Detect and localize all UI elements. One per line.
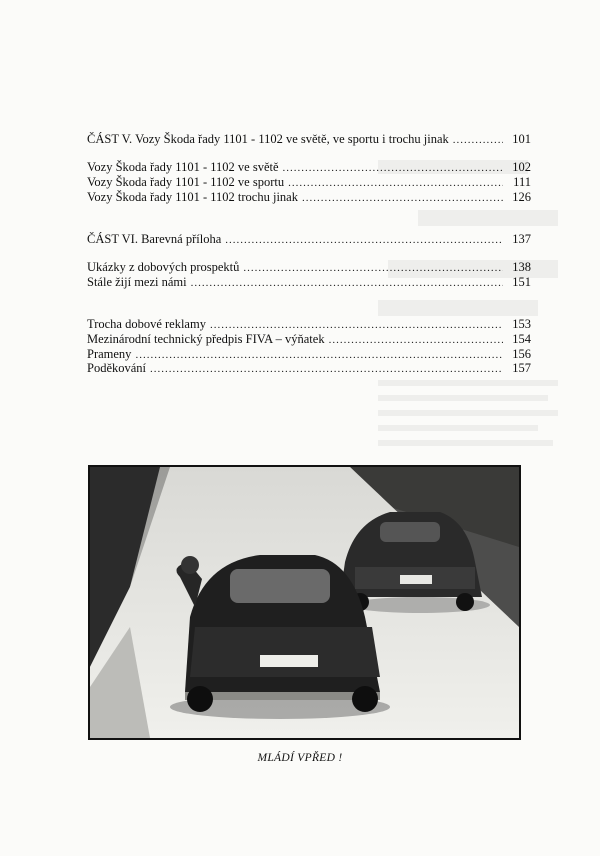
toc-entry-page: 156 bbox=[512, 347, 531, 361]
toc-entry bbox=[87, 175, 531, 191]
toc-entry-label: Poděkování bbox=[87, 361, 147, 375]
toc-entry bbox=[87, 361, 531, 377]
toc-entry-label: Trocha dobové reklamy bbox=[87, 317, 206, 331]
toc-part-5-label: ČÁST V. Vozy Škoda řady 1101 - 1102 ve světě, ve sportu i trochu jinak bbox=[87, 132, 449, 146]
toc-entry-page: 154 bbox=[512, 332, 531, 346]
toc-entry-page: 153 bbox=[512, 317, 531, 331]
toc-entry bbox=[87, 317, 531, 333]
toc-entry-label: Prameny bbox=[87, 347, 132, 361]
toc-leader bbox=[453, 134, 503, 146]
toc-entry-label: Ukázky z dobových prospektů bbox=[87, 260, 240, 274]
toc-entry bbox=[87, 275, 531, 291]
toc-part-6 bbox=[87, 232, 531, 248]
toc-entry-label: Vozy Škoda řady 1101 - 1102 ve sportu bbox=[87, 175, 285, 189]
toc-leader bbox=[150, 363, 503, 375]
photo-caption: MLÁDÍ VPŘED ! bbox=[257, 752, 343, 764]
toc-entry-label: Mezinárodní technický předpis FIVA – výňatek bbox=[87, 332, 325, 346]
toc-entry-page: 111 bbox=[513, 175, 531, 189]
toc-entry-label: Vozy Škoda řady 1101 - 1102 trochu jinak bbox=[87, 190, 298, 204]
toc-part-6-page: 137 bbox=[512, 232, 531, 246]
photograph bbox=[88, 465, 521, 740]
toc-leader bbox=[288, 177, 503, 189]
toc-entry bbox=[87, 190, 531, 206]
toc-entry-page: 157 bbox=[512, 361, 531, 375]
toc-leader bbox=[283, 162, 503, 174]
toc-entry bbox=[87, 260, 531, 276]
toc-entry-page: 102 bbox=[512, 160, 531, 174]
toc-entry-label: Vozy Škoda řady 1101 - 1102 ve světě bbox=[87, 160, 279, 174]
toc-leader bbox=[191, 277, 503, 289]
photo-two-cars-on-road-icon bbox=[90, 467, 519, 738]
toc-part-6-label: ČÁST VI. Barevná příloha bbox=[87, 232, 222, 246]
toc-entry-label: Stále žijí mezi námi bbox=[87, 275, 187, 289]
toc-part-5 bbox=[87, 132, 531, 148]
toc-entry-page: 138 bbox=[512, 260, 531, 274]
toc-entry-page: 126 bbox=[512, 190, 531, 204]
toc-entry bbox=[87, 160, 531, 176]
toc-leader bbox=[225, 234, 503, 246]
toc-leader bbox=[243, 262, 503, 274]
toc-leader bbox=[329, 334, 503, 346]
toc-leader bbox=[302, 192, 503, 204]
toc-leader bbox=[210, 319, 503, 331]
toc-entry bbox=[87, 332, 531, 348]
toc-part-5-page: 101 bbox=[512, 132, 531, 146]
toc-leader bbox=[135, 349, 503, 361]
toc-entry-page: 151 bbox=[512, 275, 531, 289]
